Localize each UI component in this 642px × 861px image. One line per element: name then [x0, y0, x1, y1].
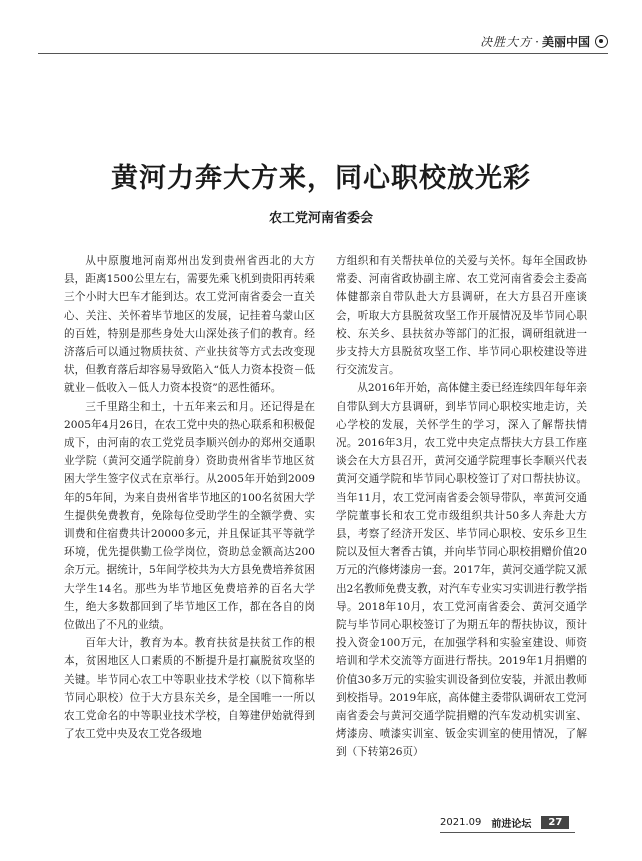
paragraph: 从2016年开始，高体健主委已经连续四年每年亲自带队到大方县调研，到毕节同心职校实地走访，关心学校的发展，关怀学生的学习，深入了解帮扶情况。2016年3月，农工党中央定点帮扶大方县工作座谈会在大方县召开，黄河交通学院理事长李顺兴代表黄河交通学院和毕节同心职校签订了对口帮扶协议。当年11月，农工党河南省委会领导带队，率黄河交通学院董事长和农工党市级组织共计50多人奔赴大方县，考察了经济开发区、毕节同心职校、安乐乡卫生院以及恒大奢香古镇，并向毕节同心职校捐赠价值20万元的汽修烤漆房一套。2017年，黄河交通学院又派出2名教师免费支教，对汽车专业实习实训进行教学指导。2018年10月，农工党河南省委会、黄河交通学院与毕节同心职校签订了为期五年的帮扶协议，预计投入资金100万元，在加强学科和实验室建设、师资培训和学术交流等方面进行帮扶。2019年1月捐赠的价值30多万元的实验实训设备到位安装，并派出教师到校指导。2019年底，高体健主委带队调研农工党河南省委会与黄河交通学院捐赠的汽车发动机实训室、烤漆房、喷漆实训室、钣金实训室的使用情况，了解到（下转第26页） — [336, 382, 587, 759]
paragraph: 从中原腹地河南郑州出发到贵州省西北的大方县，距离1500公里左右，需要先乘飞机到贵阳再转乘三个小时大巴车才能到达。农工党河南省委会一直关心、关注、关怀着毕节地区的发展，记挂着乌蒙山区的百姓，特别是那些身处大山深处孩子们的教育。经济落后可以通过物质扶贫、产业扶贫等方式去改变现状，但教育落后却容易导致陷入“低人力资本投资－低就业－低收入－低人力资本投资”的恶性循环。 — [64, 255, 315, 395]
right-column — [336, 252, 587, 762]
paragraph: 百年大计，教育为本。教育扶贫是扶贫工作的根本，贫困地区人口素质的不断提升是打赢脱贫攻坚的关键。毕节同心农工中等职业技术学校（以下简称毕节同心职校）位于大方县东关乡，是全国唯一一所以农工党命名的中等职业技术学校，自筹建伊始就得到了农工党中央及农工党各级地 — [64, 637, 315, 741]
issue-date: 2021.09 — [440, 816, 482, 828]
running-header — [395, 33, 608, 50]
left-column — [64, 252, 315, 743]
journal-name: 前进论坛 — [491, 818, 532, 830]
header-separator: · — [535, 34, 539, 49]
footer-rule — [440, 832, 575, 833]
article-title: 黄河力奔大方来，同心职校放光彩 — [111, 163, 531, 194]
paragraph: 方组织和有关帮扶单位的关爱与关怀。每年全国政协常委、河南省政协副主席、农工党河南省委会主委高体健都亲自带队赴大方县调研，在大方县召开座谈会，听取大方县脱贫攻坚工作开展情况及毕节同心职校、东关乡、县扶贫办等部门的汇报，调研组就进一步支持大方县脱贫攻坚工作、毕节同心职校建设等进行交流发言。 — [336, 255, 587, 377]
paragraph: 三千里路尘和土，十五年来云和月。还记得是在2005年4月26日，在农工党中央的热心联系和积极促成下，由河南的农工党党员李顺兴创办的郑州交通职业学院（黄河交通学院前身）资助贵州省毕节地区贫困大学生签字仪式在京举行。从2005年开始到2009年的5年间，为来自贵州省毕节地区的100名贫困大学生提供免费教育，免除每位受助学生的全额学费、实训费和住宿费共计20000多元，并且保证其平等就学环境，优先提供勤工俭学岗位，资助总金额高达200余万元。据统计，5年间学校共为大方县免费培养贫困大学生14名。那些为毕节地区免费培养的百名大学生，绝大多数都回到了毕节地区工作，都在各自的岗位做出了不凡的业绩。 — [64, 400, 315, 632]
globe-logo-icon — [595, 35, 608, 48]
page-footer — [440, 813, 569, 831]
header-rule — [38, 53, 608, 54]
header-motto: 决胜大方 — [480, 35, 533, 49]
header-brand: 美丽中国 — [541, 35, 590, 49]
article-author: 农工党河南省委会 — [268, 211, 373, 226]
page-number: 27 — [541, 816, 569, 829]
